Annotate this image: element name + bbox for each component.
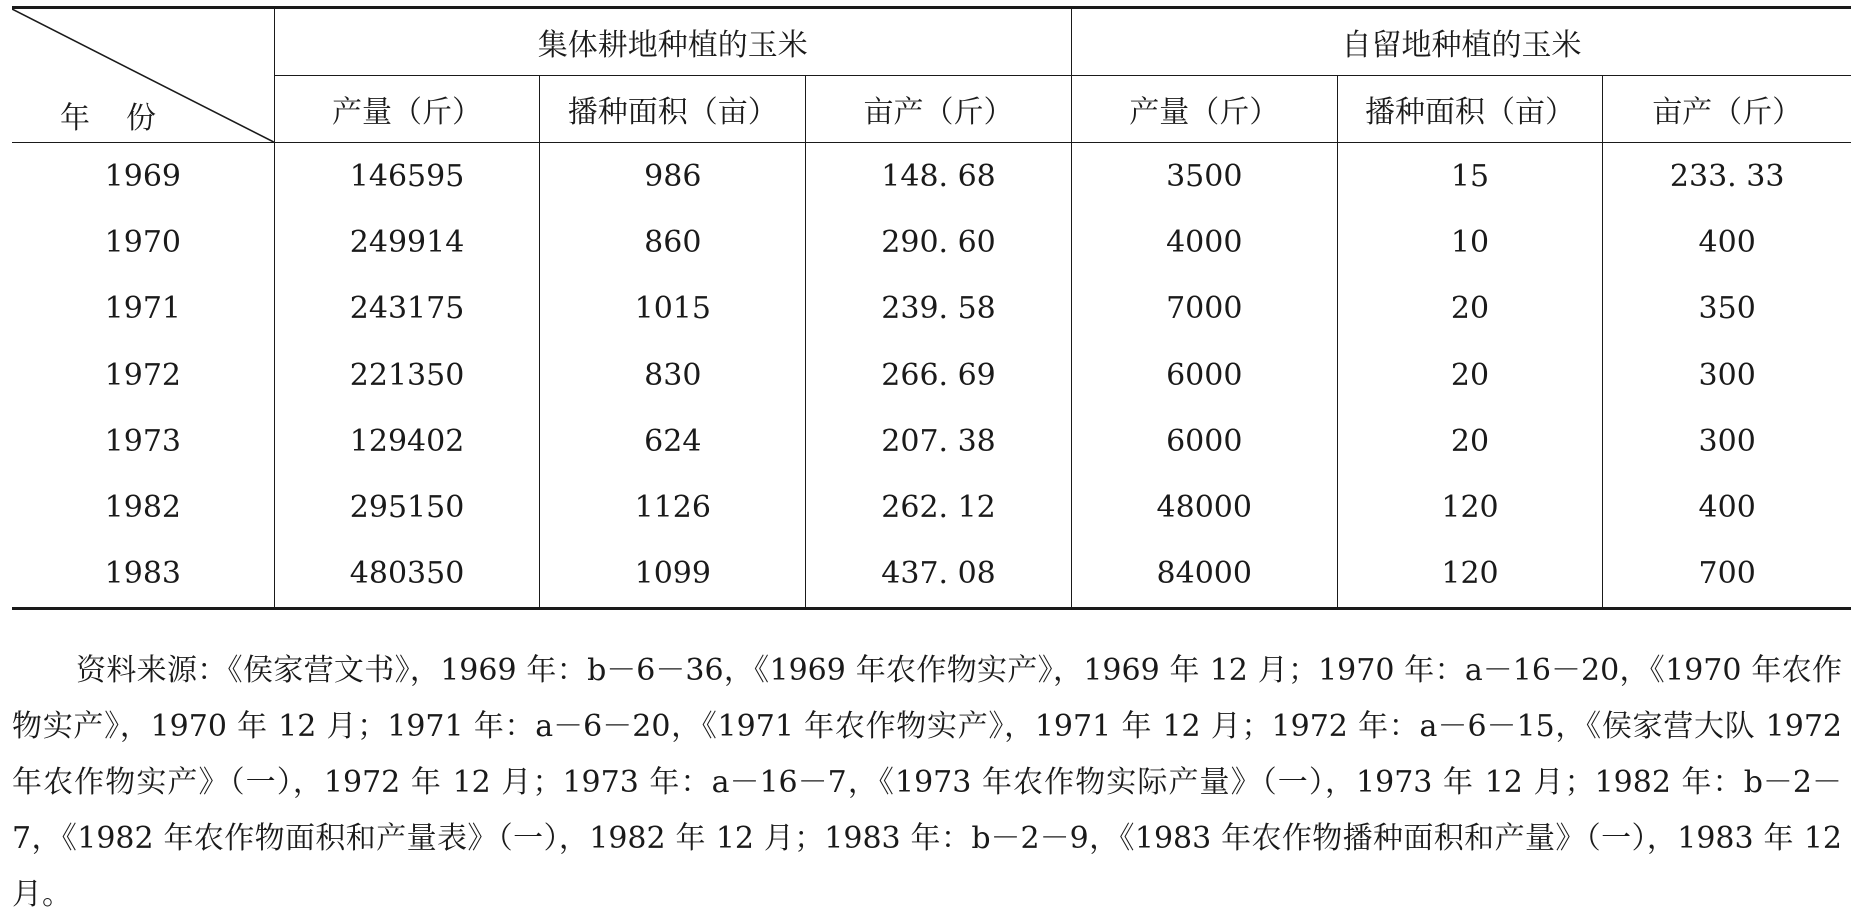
year-cell: 1972 — [104, 357, 182, 393]
private-yield-cell: 400 — [1603, 474, 1851, 540]
collective-area-cell: 1099 — [540, 541, 806, 609]
collective-area-cell: 986 — [540, 143, 806, 210]
private-output-cell: 3500 — [1071, 143, 1337, 210]
collective-output-cell: 249914 — [274, 209, 540, 275]
table-row — [12, 276, 1851, 342]
collective-yield-cell: 437. 08 — [806, 541, 1072, 609]
private-output-cell: 48000 — [1071, 474, 1337, 540]
collective-area-cell: 860 — [540, 209, 806, 275]
private-output-cell: 6000 — [1071, 408, 1337, 474]
private-yield-cell: 233. 33 — [1603, 143, 1851, 210]
year-cell: 1982 — [104, 490, 182, 526]
collective-output-cell: 243175 — [274, 276, 540, 342]
collective-output-cell: 146595 — [274, 143, 540, 210]
collective-output-cell: 221350 — [274, 342, 540, 408]
private-area-header: 播种面积（亩） — [1337, 76, 1603, 143]
collective-output-cell: 480350 — [274, 541, 540, 609]
collective-area-cell: 624 — [540, 408, 806, 474]
collective-area-cell: 830 — [540, 342, 806, 408]
private-yield-cell: 700 — [1603, 541, 1851, 609]
table-row — [12, 143, 1851, 210]
year-header-cell — [12, 8, 274, 143]
collective-yield-cell: 148. 68 — [806, 143, 1072, 210]
private-yield-cell: 350 — [1603, 276, 1851, 342]
collective-output-cell: 295150 — [274, 474, 540, 540]
private-area-cell: 15 — [1337, 143, 1603, 210]
collective-land-header: 集体耕地种植的玉米 — [274, 8, 1071, 76]
collective-yield-cell: 290. 60 — [806, 209, 1072, 275]
table-row — [12, 209, 1851, 275]
collective-area-cell: 1126 — [540, 474, 806, 540]
private-output-cell: 84000 — [1071, 541, 1337, 609]
private-output-cell: 7000 — [1071, 276, 1337, 342]
collective-yield-cell: 262. 12 — [806, 474, 1072, 540]
year-cell: 1973 — [104, 423, 182, 459]
year-cell: 1969 — [104, 158, 182, 194]
source-note: 资料来源：《侯家营文书》，1969 年：b－6－36，《1969 年农作物实产》，1969 年 12 月；1970 年：a－16－20，《1970 年农作物实产》，1970 年 12 月；1971 年：a－6－20，《1971 年农作物实产》，1971 年 12 月；1972 年：a－6－15，《侯家营大队 1972 年农作物实产》（一），1972 年 12 月；1973 年：a－16－7，《1973 年农作物实际产量》（一），1973 年 12 月；1982 年：b－2－7，《1982 年农作物面积和产量表》（一），1982 年 12 月；1983 年：b－2－9，《1983 年农作物播种面积和产量》（一），1983 年 12 月。 — [12, 653, 1842, 912]
table-row — [12, 541, 1851, 609]
collective-yield-header: 亩产（斤） — [806, 76, 1072, 143]
collective-yield-cell: 207. 38 — [806, 408, 1072, 474]
year-header-label — [60, 93, 156, 137]
year-header-char-1: 年 — [60, 101, 90, 136]
private-area-cell: 120 — [1337, 541, 1603, 609]
group-header-row — [12, 8, 1851, 76]
private-area-cell: 20 — [1337, 408, 1603, 474]
private-output-cell: 4000 — [1071, 209, 1337, 275]
year-header-char-2: 份 — [126, 101, 156, 136]
private-yield-header: 亩产（斤） — [1603, 76, 1851, 143]
private-area-cell: 10 — [1337, 209, 1603, 275]
corn-production-table — [12, 6, 1851, 610]
private-yield-cell: 400 — [1603, 209, 1851, 275]
private-area-cell: 20 — [1337, 342, 1603, 408]
private-output-cell: 6000 — [1071, 342, 1337, 408]
collective-area-header: 播种面积（亩） — [540, 76, 806, 143]
collective-area-cell: 1015 — [540, 276, 806, 342]
sub-header-row — [12, 76, 1851, 143]
year-cell: 1970 — [104, 224, 182, 260]
collective-output-cell: 129402 — [274, 408, 540, 474]
private-area-cell: 20 — [1337, 276, 1603, 342]
private-yield-cell: 300 — [1603, 408, 1851, 474]
collective-yield-cell: 266. 69 — [806, 342, 1072, 408]
table-row — [12, 408, 1851, 474]
table-row — [12, 474, 1851, 540]
private-output-header: 产量（斤） — [1071, 76, 1337, 143]
private-plot-header: 自留地种植的玉米 — [1071, 8, 1851, 76]
year-cell: 1971 — [104, 291, 182, 327]
collective-output-header: 产量（斤） — [274, 76, 540, 143]
table-row — [12, 342, 1851, 408]
private-area-cell: 120 — [1337, 474, 1603, 540]
year-cell: 1983 — [12, 541, 274, 609]
collective-yield-cell: 239. 58 — [806, 276, 1072, 342]
private-yield-cell: 300 — [1603, 342, 1851, 408]
